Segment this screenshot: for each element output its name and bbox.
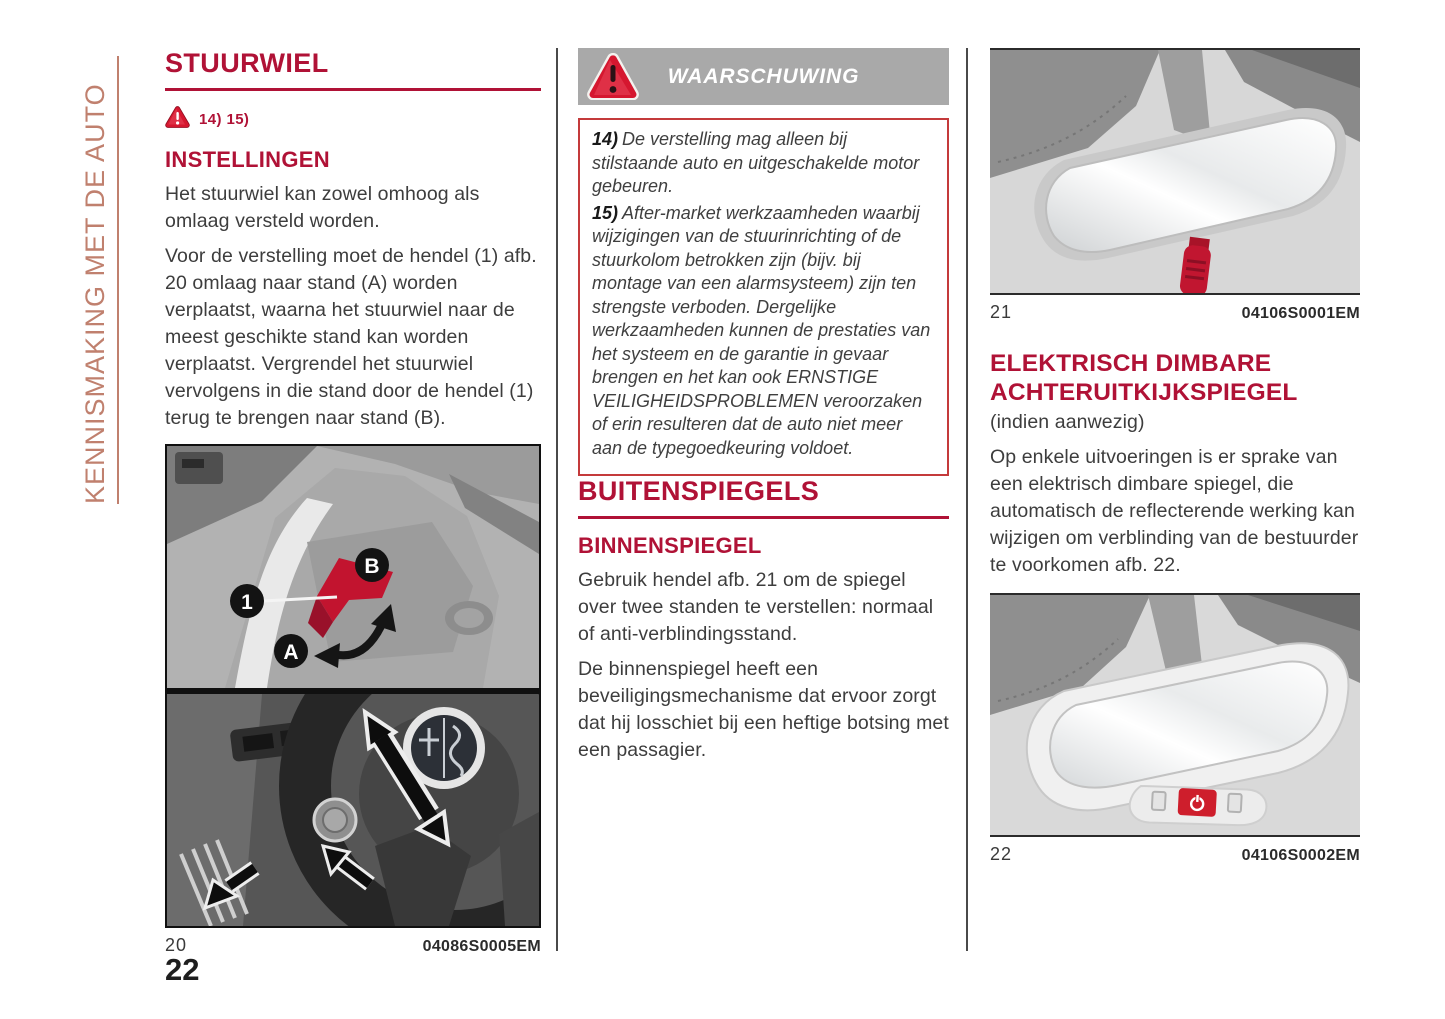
- figure-20-top-lever-photo: [167, 446, 539, 688]
- warning-item-text: De verstelling mag alleen bij stilstaande auto en uitgeschakelde motor gebeuren.: [592, 129, 920, 196]
- figure-label-b: B: [364, 555, 380, 578]
- warning-item-number: 15): [592, 202, 619, 223]
- page-number: 22: [165, 952, 200, 987]
- paragraph: Op enkele uitvoeringen is er sprake van een elektrisch dimbare spiegel, die automatisch de reflecterende werking kan wijzigen om verblinding van de bestuurder te voorkomen afb. 22.: [990, 446, 1359, 576]
- figure-code: 04106S0001EM: [1241, 305, 1360, 322]
- column-waarschuwing-buitenspiegels: [578, 48, 949, 764]
- figure-22-mirror-image: [990, 593, 1360, 837]
- warning-item-text: After-market werkzaamheden waarbij wijzigingen van de stuurinrichting of de stuurkolom betrokken zijn (bijv. bij montage van een alarmsysteem) zijn ten strengste verboden. Dergelijke werkzaamheden kunnen de prestaties van het systeem en de garantie in gevaar brengen en het kan ook ERNSTIGE VEILIGHEIDSPROBLEMEN veroorzaken of erin resulteren dat de auto niet meer aan de typegoedkeuring voldoet.: [592, 202, 931, 458]
- figure-code: 04086S0005EM: [422, 938, 541, 955]
- warning-reference-row: [165, 106, 541, 133]
- paragraph: Voor de verstelling moet de hendel (1) afb. 20 omlaag naar stand (A) worden verplaatst, waarna het stuurwiel naar de meest geschikte stand kan worden verplaatst. Vergrendel het stuurwiel vervolgens in die stand door de hendel (1) terug te brengen naar stand (B).: [165, 245, 537, 429]
- warning-text-box: [578, 118, 949, 476]
- column-achteruitkijkspiegel: [990, 48, 1360, 865]
- figure-21-caption: [990, 302, 1360, 323]
- paragraph: Het stuurwiel kan zowel omhoog als omlaag versteld worden.: [165, 183, 480, 232]
- figure-number: 20: [165, 935, 188, 955]
- power-button-icon: [1178, 788, 1217, 817]
- column-stuurwiel: [165, 48, 541, 956]
- sidebar-rule: [117, 56, 119, 504]
- subheading-instellingen: INSTELLINGEN: [165, 147, 330, 172]
- figure-21-mirror-image: [990, 48, 1360, 295]
- warning-header-bar: [578, 48, 949, 105]
- section-title-buitenspiegels: BUITENSPIEGELS: [578, 476, 949, 519]
- warning-title: WAARSCHUWING: [667, 64, 860, 88]
- figure-20-bottom-wheel-photo: [167, 694, 539, 926]
- warning-triangle-icon: [165, 106, 190, 133]
- warning-item: [592, 202, 935, 461]
- availability-note: (indien aanwezig): [990, 411, 1145, 433]
- figure-22-caption: [990, 844, 1360, 865]
- paragraph: De binnenspiegel heeft een beveiligingsmechanisme dat ervoor zorgt dat hij losschiet bij een heftige botsing met een passagier.: [578, 658, 949, 761]
- subheading-elektrisch-dimbare: ELEKTRISCH DIMBARE ACHTERUITKIJKSPIEGEL: [990, 350, 1298, 406]
- figure-number: 22: [990, 844, 1013, 864]
- figure-20-steering-column-photos: [165, 444, 541, 928]
- warning-item-number: 14): [592, 129, 619, 149]
- section-title-stuurwiel: STUURWIEL: [165, 48, 541, 91]
- column-divider: [966, 48, 968, 951]
- mirror-button-tab-graphic: [1129, 783, 1267, 828]
- figure-code: 04106S0002EM: [1241, 847, 1360, 864]
- figure-label-1: 1: [241, 591, 253, 614]
- figure-20-caption: [165, 935, 541, 956]
- warning-triangle-icon: [587, 53, 639, 105]
- chapter-sidebar-label: KENNISMAKING MET DE AUTO: [80, 83, 110, 504]
- figure-label-a: A: [283, 641, 299, 664]
- warning-item: [592, 128, 935, 199]
- subheading-binnenspiegel: BINNENSPIEGEL: [578, 533, 762, 558]
- column-divider: [556, 48, 558, 951]
- paragraph: Gebruik hendel afb. 21 om de spiegel over twee standen te verstellen: normaal of anti-verblindingsstand.: [578, 569, 934, 645]
- figure-number: 21: [990, 302, 1013, 322]
- warning-reference-numbers: 14) 15): [199, 111, 250, 128]
- start-stop-button-graphic: [314, 799, 356, 841]
